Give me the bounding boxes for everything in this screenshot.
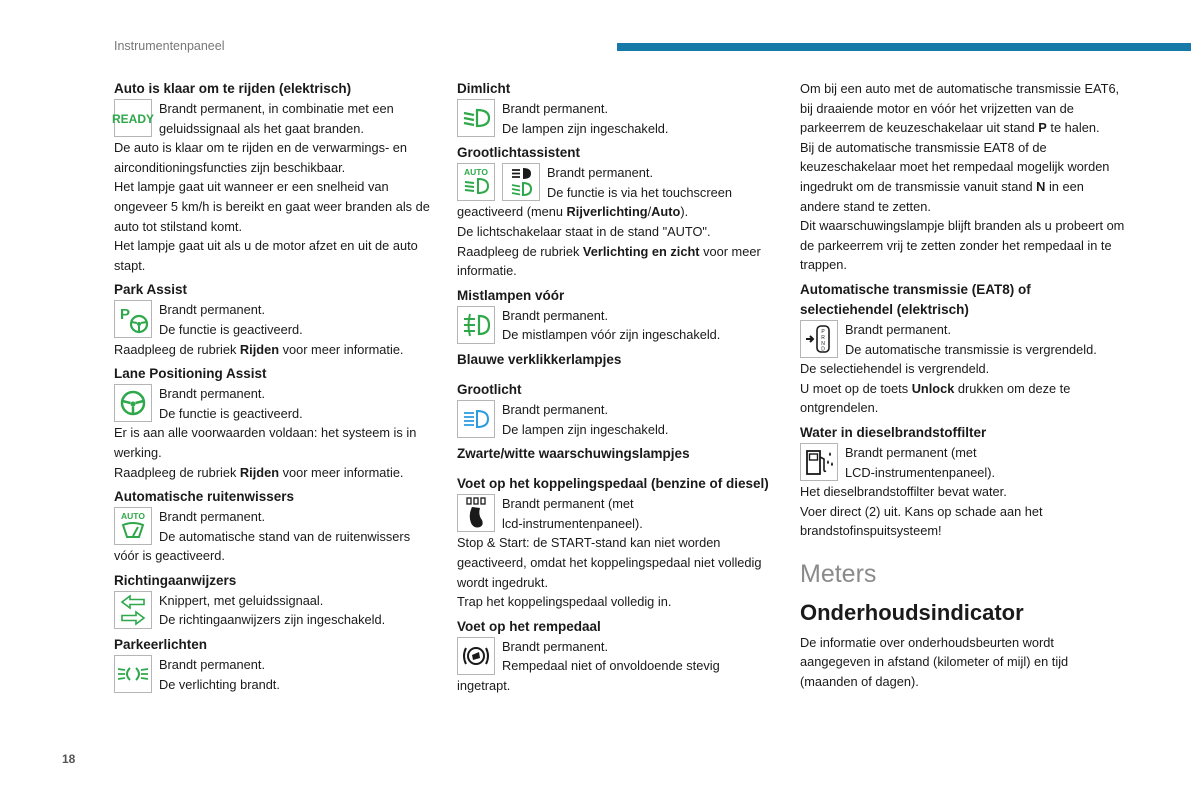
steering-wheel-icon <box>114 384 152 422</box>
ready-icon <box>111 99 155 137</box>
entry-line: Brandt permanent. <box>547 165 653 181</box>
svg-text:D: D <box>821 346 825 353</box>
entry-title: Auto is klaar om te rijden (elektrisch) <box>114 81 352 96</box>
entry-line: Brandt permanent. <box>502 638 608 654</box>
entry-paragraph: De auto is klaar om te rijden en de verwarmings- en airconditioningsfuncties zijn beschikbaar. <box>114 140 408 175</box>
clutch-foot-icon <box>457 494 495 532</box>
entry-title: Grootlichtassistent <box>457 145 581 161</box>
entry-paragraph: ingetrapt. <box>457 677 511 693</box>
svg-text:AUTO: AUTO <box>464 167 488 178</box>
running-header: Instrumentenpaneel <box>114 39 225 53</box>
entry-brake <box>457 617 782 696</box>
entry-paragraph: U moet op de toets Unlock drukken om deze te ontgrendelen. <box>800 380 1071 416</box>
section-blue-lamps <box>457 350 782 370</box>
entry-line: De functie is geactiveerd. <box>159 321 303 337</box>
entry-eat6-text <box>800 79 1125 275</box>
entry-title: Water in dieselbrandstoffilter <box>800 424 987 440</box>
entry-main-beam <box>457 380 782 439</box>
entry-paragraph: Raadpleeg de rubriek Rijden voor meer informatie. <box>114 341 404 357</box>
entry-line: Brandt permanent. <box>502 101 608 116</box>
entry-paragraph: Raadpleeg de rubriek Rijden voor meer informatie. <box>114 464 404 480</box>
entry-line: Knippert, met geluidssignaal. <box>159 592 324 608</box>
entry-title: Grootlicht <box>457 381 522 397</box>
entry-line: De richtingaanwijzers zijn ingeschakeld. <box>159 612 386 628</box>
entry-title: Voet op het rempedaal <box>457 618 601 634</box>
svg-text:AUTO: AUTO <box>121 511 145 522</box>
entry-water-in-diesel <box>800 423 1125 541</box>
gear-selector-icon <box>800 320 838 358</box>
entry-paragraph: vóór is geactiveerd. <box>114 548 225 564</box>
entry-line: Brandt permanent. <box>159 386 265 402</box>
svg-text:N: N <box>821 340 825 347</box>
dipped-beam-icon <box>457 99 495 137</box>
entry-paragraph: geactiveerd (menu Rijverlichting/Auto). <box>457 204 689 220</box>
entry-title: Dimlicht <box>457 81 511 96</box>
entry-paragraph: Trap het koppelingspedaal volledig in. <box>457 594 672 610</box>
entry-line: De verlichting brandt. <box>159 676 280 692</box>
entry-paragraph: De lichtschakelaar staat in de stand "AUTO". <box>457 223 711 239</box>
entry-dipped-beam <box>457 79 782 138</box>
section-title: Zwarte/witte waarschuwingslampjes <box>457 446 690 462</box>
section-title-service-indicator: Onderhoudsindicator <box>800 599 1024 625</box>
entry-paragraph: Het dieselbrandstoffilter bevat water. <box>800 484 1007 500</box>
entry-line: Brandt permanent. <box>159 302 265 318</box>
section-title: Blauwe verklikkerlampjes <box>457 351 622 367</box>
front-fog-icon <box>457 306 495 344</box>
entry-paragraph: Er is aan alle voorwaarden voldaan: het systeem is in werking. <box>114 425 417 460</box>
entry-high-beam-assist <box>457 143 782 281</box>
page-number: 18 <box>62 752 76 766</box>
svg-text:READY: READY <box>111 112 155 126</box>
entry-front-fog <box>457 286 782 345</box>
entry-parking-lights <box>114 635 439 694</box>
entry-line: Rempedaal niet of onvoldoende stevig <box>502 658 720 674</box>
entry-paragraph: Stop & Start: de START-stand kan niet worden geactiveerd, omdat het koppelingspedaal niet volledig wordt ingedrukt. <box>457 535 762 590</box>
entry-line: De functie is via het touchscreen <box>547 184 732 200</box>
entry-line: De automatische transmissie is vergrendeld. <box>845 341 1097 357</box>
entry-line: Brandt permanent. <box>502 401 608 417</box>
entry-paragraph: Voer direct (2) uit. Kans op schade aan het brandstofinspuitsysteem! <box>800 503 1043 539</box>
svg-text:P: P <box>821 328 825 335</box>
entry-auto-wipers <box>114 487 439 566</box>
svg-text:P: P <box>120 306 131 324</box>
entry-turn-signals <box>114 571 439 630</box>
header-accent-bar <box>617 43 1191 51</box>
park-assist-icon <box>114 300 152 338</box>
water-in-fuel-icon <box>800 443 838 481</box>
column-1 <box>111 79 439 699</box>
entry-eat8 <box>800 280 1125 418</box>
auto-beam-icon <box>457 163 495 201</box>
brake-pedal-icon <box>457 637 495 675</box>
entry-title: Richtingaanwijzers <box>114 572 237 588</box>
entry-park-assist <box>114 280 439 359</box>
entry-line: lcd-instrumentenpaneel). <box>502 515 643 531</box>
entry-title: Parkeerlichten <box>114 637 208 653</box>
chapter-title-meters: Meters <box>800 559 877 588</box>
entry-lane-positioning <box>114 364 439 482</box>
entry-paragraph: Het lampje gaat uit als u de motor afzet en uit de auto stapt. <box>114 238 418 273</box>
entry-line: De mistlampen vóór zijn ingeschakeld. <box>502 327 721 343</box>
entry-line: Brandt permanent (met <box>845 444 977 460</box>
entry-line: Brandt permanent. <box>845 321 951 337</box>
entry-title: Mistlampen vóór <box>457 287 565 303</box>
entry-title: Park Assist <box>114 282 188 298</box>
parking-lights-icon <box>114 655 152 693</box>
entry-title: Automatische ruitenwissers <box>114 489 295 505</box>
entry-paragraph: Raadpleeg de rubriek Verlichting en zicht voor meer informatie. <box>457 243 761 279</box>
column-2 <box>457 79 782 700</box>
entry-title: Voet op het koppelingspedaal (benzine of diesel) <box>457 476 769 492</box>
entry-title: Automatische transmissie (EAT8) of selectiehendel (elektrisch) <box>800 281 1031 317</box>
entry-line: Brandt permanent, in combinatie met een <box>159 101 394 116</box>
entry-line: Brandt permanent. <box>159 509 265 525</box>
column-3 <box>800 79 1125 692</box>
entry-clutch <box>457 474 782 612</box>
entry-line: De functie is geactiveerd. <box>159 405 303 421</box>
entry-line: De lampen zijn ingeschakeld. <box>502 120 669 136</box>
main-beam-icon <box>457 400 495 438</box>
svg-text:R: R <box>821 334 825 341</box>
entry-paragraph: De selectiehendel is vergrendeld. <box>800 361 990 377</box>
entry-line: Brandt permanent. <box>502 307 608 323</box>
high-beam-assist-icon <box>502 163 540 201</box>
entry-line: De lampen zijn ingeschakeld. <box>502 421 669 437</box>
entry-title: Lane Positioning Assist <box>114 366 267 382</box>
entry-line: Brandt permanent. <box>159 657 265 673</box>
entry-line: De automatische stand van de ruitenwissers <box>159 528 411 544</box>
entry-paragraph: Dit waarschuwingslampje blijft branden als u probeert om de parkeerrem vrij te zetten zonder het rempedaal in te trappen. <box>800 218 1125 273</box>
entry-paragraph: Bij de automatische transmissie EAT8 of de keuzeschakelaar moet het rempedaal mogelijk worden ingedrukt om de transmissie vanuit stand N in een andere stand te zetten. <box>800 139 1110 214</box>
entry-line: geluidssignaal als het gaat branden. <box>159 120 364 136</box>
entry-line: Brandt permanent (met <box>502 496 634 512</box>
entry-paragraph: Het lampje gaat uit wanneer er een snelheid van ongeveer 5 km/h is bereikt en gaat weer branden als de auto tot stilstand komt. <box>114 179 430 234</box>
entry-line: LCD-instrumentenpaneel). <box>845 464 996 480</box>
section-black-white-lamps <box>457 444 782 464</box>
turn-signal-icon <box>114 591 152 629</box>
entry-ready <box>111 79 439 275</box>
entry-paragraph: De informatie over onderhoudsbeurten wordt aangegeven in afstand (kilometer of mijl) en tijd (maanden of dagen). <box>800 634 1069 690</box>
entry-paragraph: Om bij een auto met de automatische transmissie EAT6, bij draaiende motor en vóór het vrijzetten van de parkeerrem de keuzeschakelaar uit stand P te halen. <box>800 81 1120 136</box>
auto-wiper-icon <box>114 507 152 545</box>
